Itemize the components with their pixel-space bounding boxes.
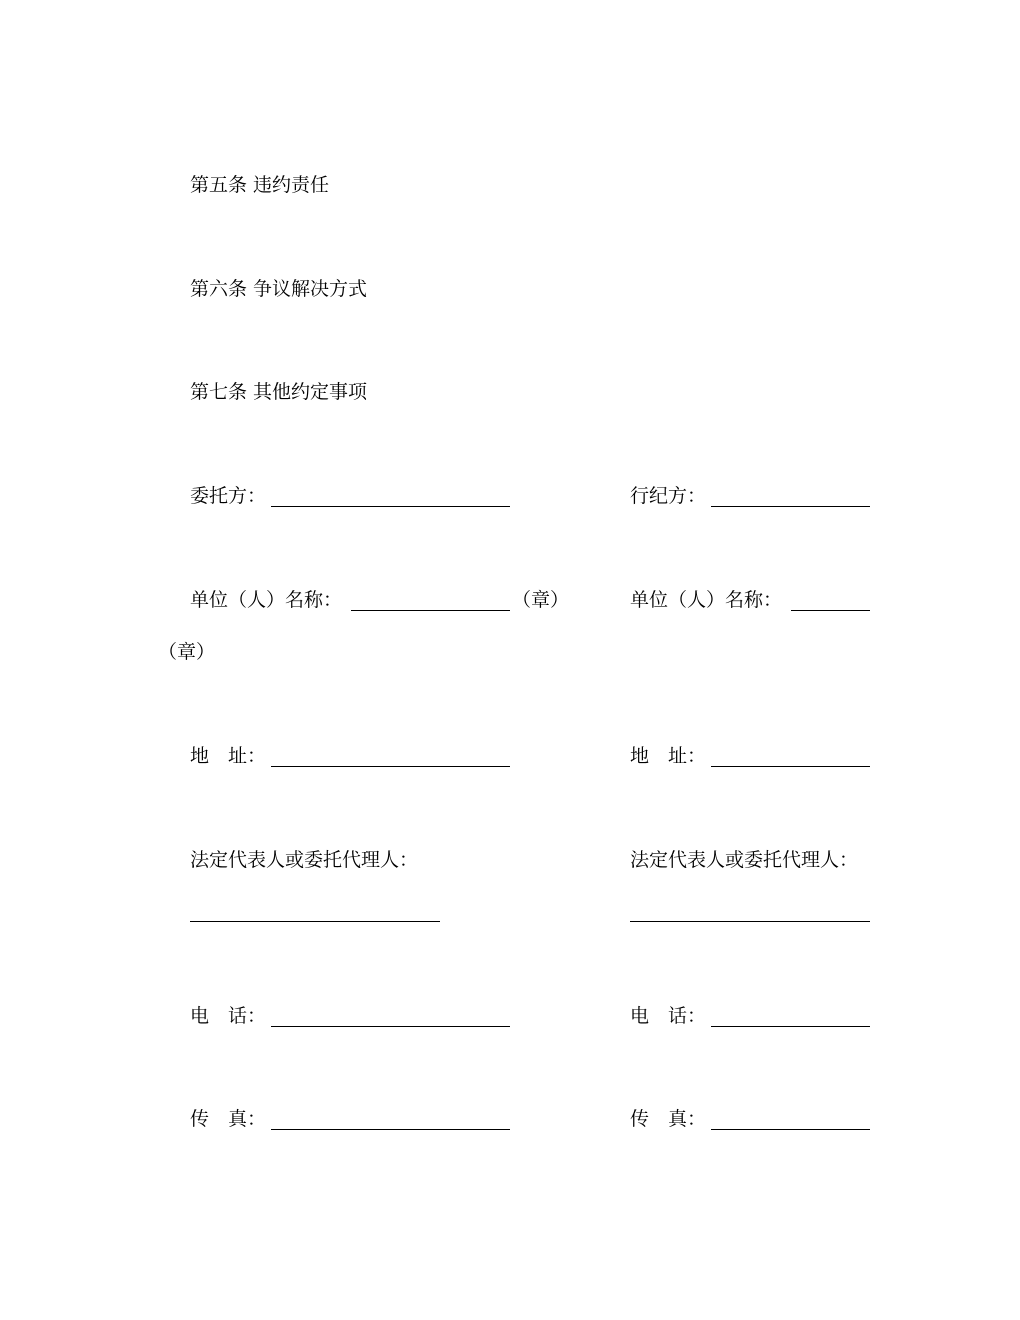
- client-party-blank[interactable]: [271, 506, 510, 507]
- agent-unit-name-label: 单位（人）名称：: [630, 589, 783, 611]
- article-5-heading: 第五条 违约责任: [190, 174, 330, 196]
- client-fax-label: 传 真：: [190, 1108, 267, 1130]
- agent-fax-label: 传 真：: [630, 1108, 707, 1130]
- agent-phone-label: 电 话：: [630, 1005, 707, 1027]
- article-7-heading: 第七条 其他约定事项: [190, 381, 368, 403]
- agent-party-blank[interactable]: [711, 506, 870, 507]
- client-party-label: 委托方：: [190, 485, 267, 507]
- client-fax-blank[interactable]: [271, 1129, 510, 1130]
- agent-seal-mark: （章）: [158, 641, 216, 663]
- agent-phone-blank[interactable]: [711, 1026, 870, 1027]
- client-unit-name-blank[interactable]: [351, 610, 510, 611]
- agent-address-label: 地 址：: [630, 745, 707, 767]
- client-address-blank[interactable]: [271, 766, 510, 767]
- client-unit-name-label: 单位（人）名称：: [190, 589, 343, 611]
- article-6-heading: 第六条 争议解决方式: [190, 278, 368, 300]
- agent-unit-name-blank[interactable]: [791, 610, 870, 611]
- client-phone-label: 电 话：: [190, 1005, 267, 1027]
- client-legal-rep-blank[interactable]: [190, 921, 440, 922]
- agent-legal-rep-blank[interactable]: [630, 921, 870, 922]
- client-legal-rep-label: 法定代表人或委托代理人：: [190, 849, 419, 871]
- client-seal-mark: （章）: [512, 589, 570, 611]
- agent-fax-blank[interactable]: [711, 1129, 870, 1130]
- agent-address-blank[interactable]: [711, 766, 870, 767]
- client-phone-blank[interactable]: [271, 1026, 510, 1027]
- client-address-label: 地 址：: [190, 745, 267, 767]
- agent-party-label: 行纪方：: [630, 485, 707, 507]
- agent-legal-rep-label: 法定代表人或委托代理人：: [630, 849, 859, 871]
